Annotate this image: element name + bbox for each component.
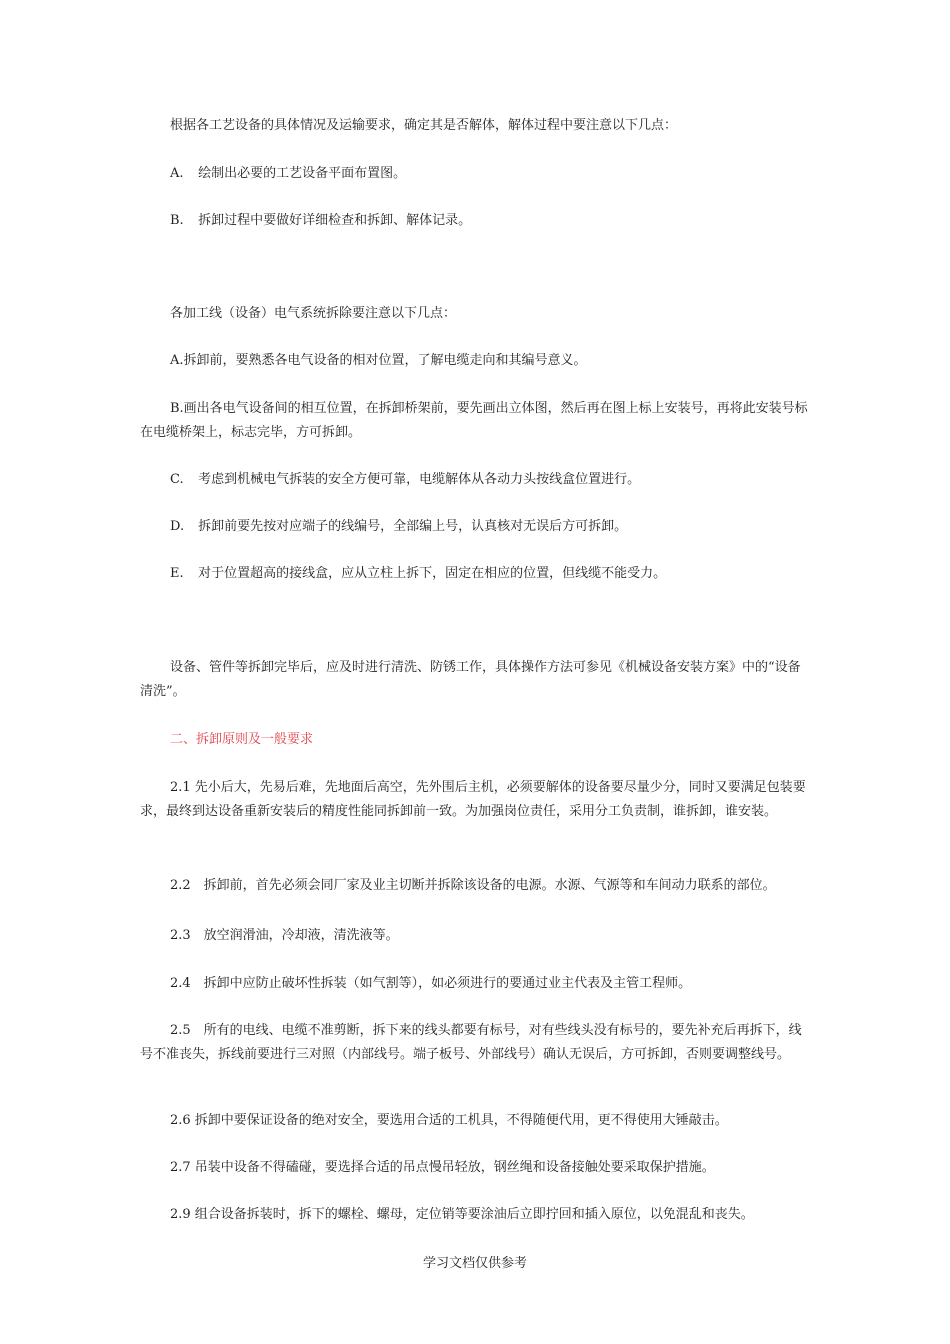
section1-item-a: [170, 162, 810, 186]
section2-intro: 各加工线（设备）电气系统拆除要注意以下几点：: [170, 306, 457, 321]
item-text: 绘制出必要的工艺设备平面布置图。: [198, 166, 407, 181]
rule-2-4: 2.4 拆卸中应防止破坏性拆装（如气割等），如必须进行的要通过业主代表及主管工程师。: [170, 976, 692, 991]
section1-item-b: [170, 209, 810, 233]
section2-item-b: B.画出各电气设备间的相互位置，在拆卸桥架前，要先画出立体图，然后再在图上标上安装号，再将此安装号标在电缆桥架上，标志完毕，方可拆卸。: [140, 401, 808, 440]
section2-item-e: [170, 562, 810, 586]
rule-2-3: 2.3 放空润滑油，冷却液，清洗液等。: [170, 928, 399, 943]
rule-2-2: 2.2 拆卸前，首先必须会同厂家及业主切断并拆除该设备的电源。水源、气源等和车间动力联系的部位。: [170, 878, 776, 893]
item-text: 考虑到机械电气拆装的安全方便可靠，电缆解体从各动力头按线盒位置进行。: [198, 472, 641, 487]
rule-2-1: 2.1 先小后大，先易后难，先地面后高空，先外围后主机，必须要解体的设备要尽量少分，同时又要满足包装要求，最终到达设备重新安装后的精度性能同拆卸前一致。为加强岗位责任，采用分工负责制，谁拆卸，谁安装。: [140, 780, 806, 819]
item-label: A.: [170, 166, 184, 181]
section2-item-c: [170, 468, 810, 492]
item-text: 拆卸过程中要做好详细检查和拆卸、解体记录。: [198, 213, 472, 228]
rule-2-9: 2.9 组合设备拆装时，拆下的螺栓、螺母，定位销等要涂油后立即拧回和插入原位，以免混乱和丧失。: [170, 1207, 754, 1222]
section2-item-d: [170, 515, 810, 539]
item-label: E.: [170, 566, 184, 581]
item-label: C.: [170, 472, 184, 487]
section3-paragraph: 设备、管件等拆卸完毕后，应及时进行清洗、防锈工作，具体操作方法可参见《机械设备安装方案》中的“设备清洗”。: [140, 660, 801, 699]
rule-2-6: 2.6 拆卸中要保证设备的绝对安全，要选用合适的工机具，不得随便代用，更不得使用大锤敲击。: [170, 1113, 728, 1128]
item-text: 拆卸前要先按对应端子的线编号，全部编上号，认真核对无误后方可拆卸。: [198, 519, 628, 534]
page-footer: 学习文档仅供参考: [422, 1256, 527, 1271]
item-label: B.: [170, 213, 184, 228]
section1-intro: 根据各工艺设备的具体情况及运输要求，确定其是否解体，解体过程中要注意以下几点：: [170, 118, 678, 133]
section-heading: 二、拆卸原则及一般要求: [170, 732, 314, 747]
item-label: D.: [170, 519, 185, 534]
rule-2-5: 2.5 所有的电线、电缆不准剪断，拆下来的线头都要有标号，对有些线头没有标号的，要先补充后再拆下，线号不准丧失，拆线前要进行三对照（内部线号。端子板号、外部线号）确认无误后，方可拆卸，否则要调整线号。: [140, 1023, 802, 1062]
section2-item-a: A.拆卸前，要熟悉各电气设备的相对位置，了解电缆走向和其编号意义。: [170, 353, 587, 368]
item-text: 对于位置超高的接线盒，应从立柱上拆下，固定在相应的位置，但线缆不能受力。: [198, 566, 667, 581]
rule-2-7: 2.7 吊装中设备不得磕碰，要选择合适的吊点慢吊轻放，钢丝绳和设备接触处要采取保护措施。: [170, 1160, 715, 1175]
